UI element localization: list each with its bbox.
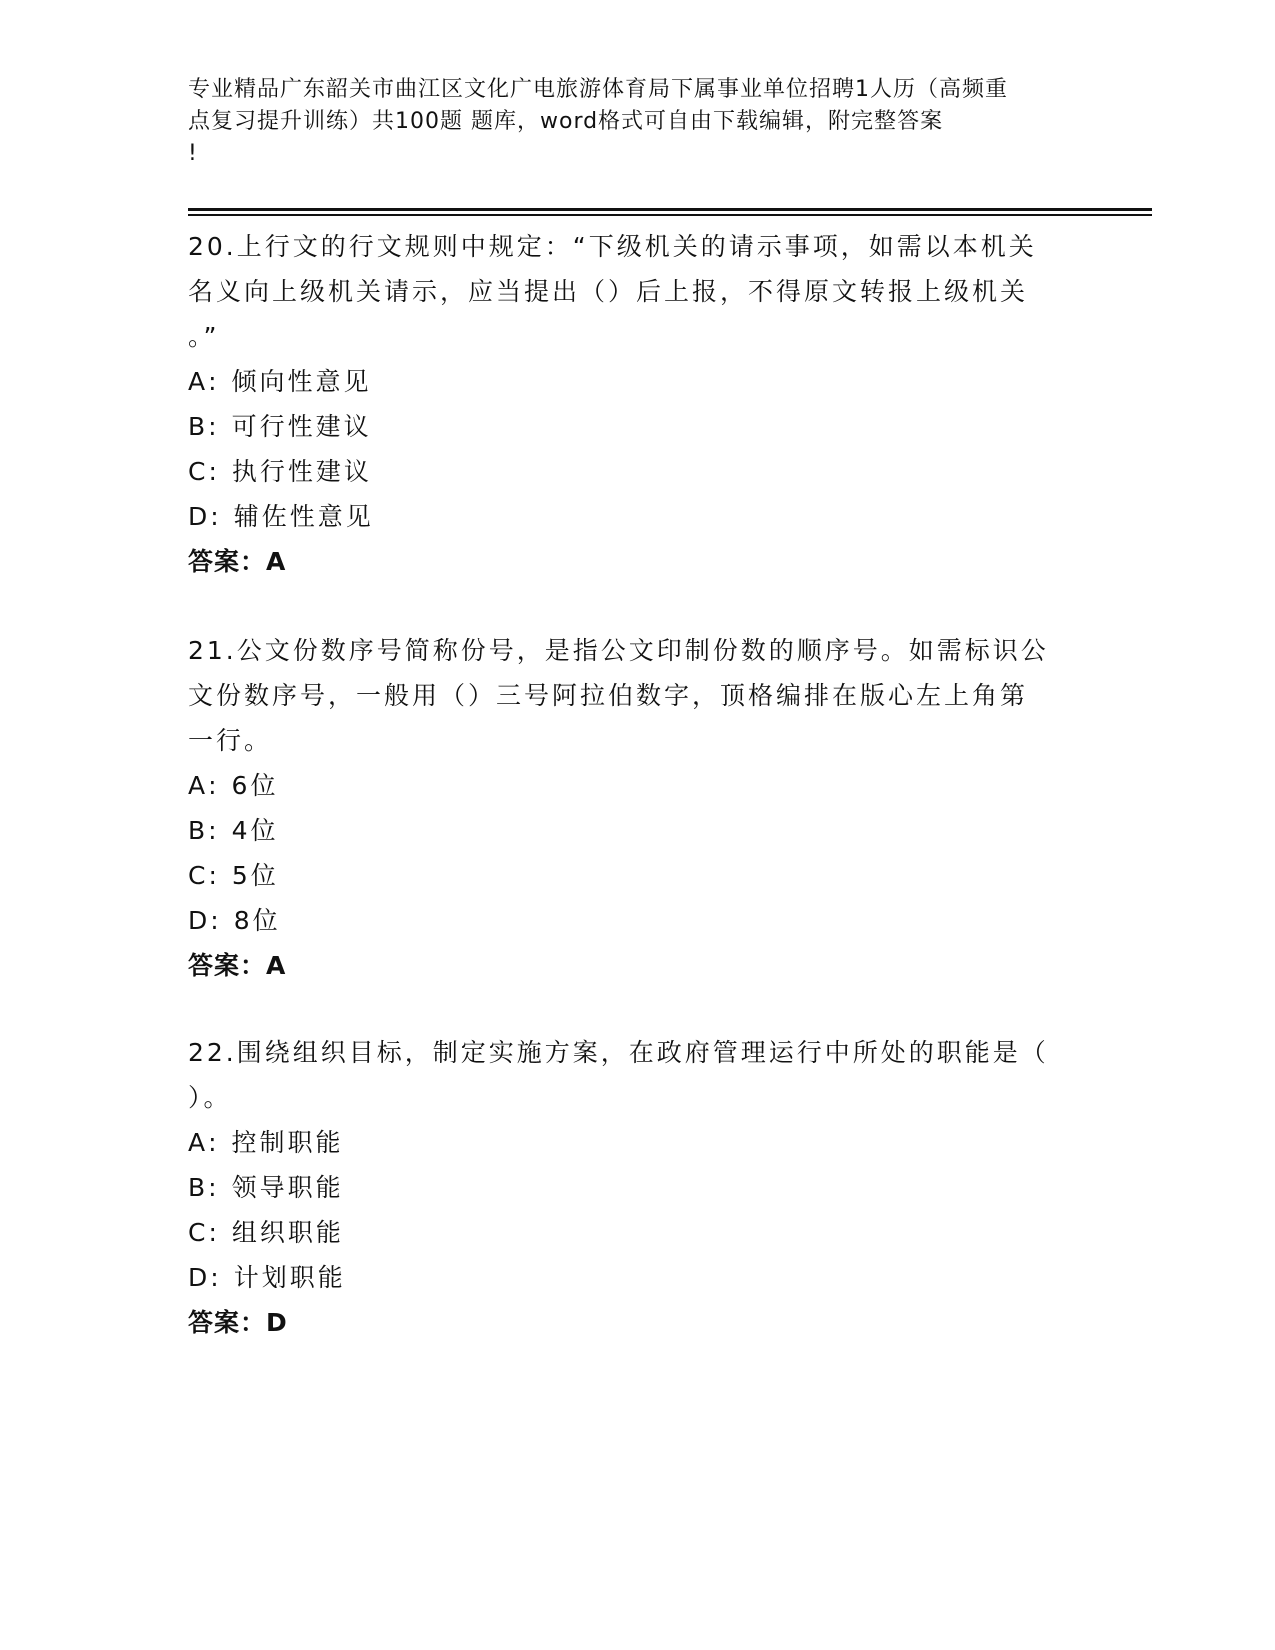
option-text: 8位 — [233, 906, 281, 935]
option-text: 领导职能 — [231, 1173, 344, 1202]
option-text: 倾向性意见 — [231, 367, 372, 396]
answer-line — [188, 1300, 1088, 1345]
stem-line: 名义向上级机关请示，应当提出（）后上报，不得原文转报上级机关 — [188, 277, 1029, 306]
stem-line: 21.公文份数序号简称份号，是指公文印制份数的顺序号。如需标识公 — [188, 636, 1049, 665]
stem-line: 一行。 — [188, 726, 273, 755]
option-separator: : — [208, 1218, 220, 1247]
answer-value: A — [266, 547, 287, 576]
document-header — [188, 74, 1088, 170]
header-line: ! — [188, 141, 198, 166]
option-d — [188, 898, 1088, 943]
option-separator: : — [208, 1173, 220, 1202]
answer-line — [188, 539, 1088, 584]
stem-line: 文份数序号，一般用（）三号阿拉伯数字，顶格编排在版心左上角第 — [188, 681, 1029, 710]
option-letter: A — [188, 367, 209, 396]
answer-line — [188, 943, 1088, 988]
option-text: 辅佐性意见 — [233, 502, 374, 531]
option-a — [188, 763, 1088, 808]
option-d — [188, 1255, 1088, 1300]
question-stem — [188, 628, 1088, 763]
answer-label: 答案： — [188, 951, 267, 980]
answer-label: 答案： — [188, 1308, 267, 1337]
option-text: 执行性建议 — [231, 457, 372, 486]
option-letter: D — [188, 1263, 211, 1292]
question-20 — [188, 224, 1088, 584]
option-c — [188, 853, 1088, 898]
option-d — [188, 494, 1088, 539]
stem-line: 22.围绕组织目标，制定实施方案，在政府管理运行中所处的职能是（ — [188, 1038, 1049, 1067]
option-b — [188, 404, 1088, 449]
question-stem — [188, 224, 1088, 359]
answer-value: A — [266, 951, 287, 980]
option-text: 可行性建议 — [231, 412, 372, 441]
option-b — [188, 1165, 1088, 1210]
option-text: 6位 — [231, 771, 279, 800]
question-21 — [188, 628, 1088, 988]
option-letter: B — [188, 1173, 209, 1202]
option-a — [188, 1120, 1088, 1165]
header-line: 专业精品广东韶关市曲江区文化广电旅游体育局下属事业单位招聘1人历（高频重 — [188, 77, 1008, 102]
answer-value: D — [266, 1308, 288, 1337]
stem-line: 20.上行文的行文规则中规定：“下级机关的请示事项，如需以本机关 — [188, 232, 1037, 261]
option-text: 组织职能 — [231, 1218, 344, 1247]
option-text: 计划职能 — [233, 1263, 346, 1292]
option-c — [188, 1210, 1088, 1255]
header-divider-thin — [188, 214, 1152, 216]
option-separator: : — [208, 861, 220, 890]
option-letter: C — [188, 1218, 209, 1247]
option-separator: : — [210, 502, 222, 531]
option-text: 4位 — [231, 816, 279, 845]
question-stem — [188, 1030, 1088, 1120]
option-letter: B — [188, 816, 209, 845]
option-separator: : — [208, 412, 220, 441]
option-letter: C — [188, 861, 209, 890]
header-divider-thick — [188, 208, 1152, 211]
option-a — [188, 359, 1088, 404]
option-text: 控制职能 — [231, 1128, 344, 1157]
option-separator: : — [210, 906, 222, 935]
option-separator: : — [208, 816, 220, 845]
option-separator: : — [208, 771, 220, 800]
stem-line: ）。 — [188, 1083, 232, 1112]
option-separator: : — [208, 1128, 220, 1157]
answer-label: 答案： — [188, 547, 267, 576]
option-letter: A — [188, 1128, 209, 1157]
option-separator: : — [210, 1263, 222, 1292]
question-22 — [188, 1030, 1088, 1345]
option-letter: D — [188, 502, 211, 531]
option-separator: : — [208, 367, 220, 396]
header-line: 点复习提升训练）共100题 题库，word格式可自由下载编辑，附完整答案 — [188, 109, 944, 134]
option-b — [188, 808, 1088, 853]
option-letter: C — [188, 457, 209, 486]
option-c — [188, 449, 1088, 494]
option-letter: A — [188, 771, 209, 800]
option-separator: : — [208, 457, 220, 486]
option-letter: D — [188, 906, 211, 935]
option-letter: B — [188, 412, 209, 441]
option-text: 5位 — [231, 861, 279, 890]
stem-line: 。” — [188, 322, 220, 351]
